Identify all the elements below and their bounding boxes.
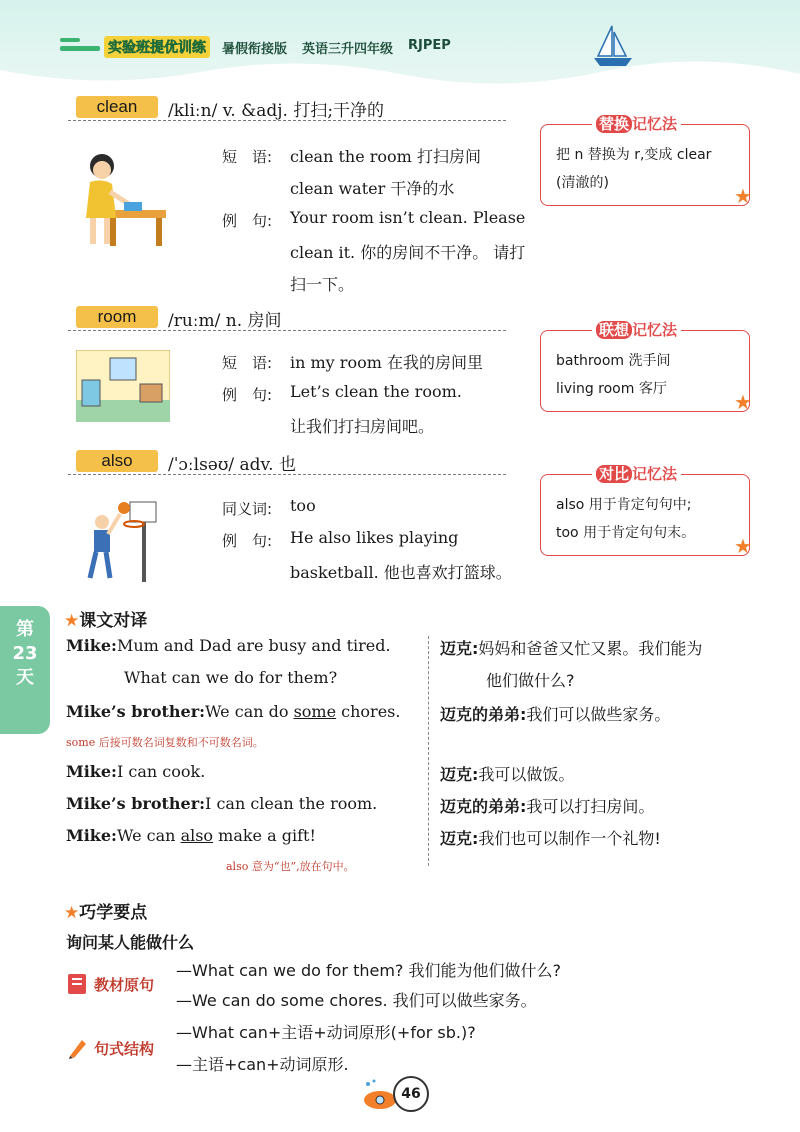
example-line: Your room isn’t clean. Please: [290, 208, 526, 227]
word-tag-clean: clean: [76, 96, 158, 118]
word-tag-also: also: [76, 450, 158, 472]
header-wave: [0, 60, 800, 96]
dialog-line: Mike’s brother:We can do some chores.: [66, 702, 401, 721]
memory-line: bathroom 洗手间: [556, 353, 671, 369]
star-icon: ★: [64, 903, 80, 923]
column-divider: [428, 636, 429, 866]
divider-line: [68, 330, 506, 331]
key-point-subheading: 询问某人能做什么: [66, 933, 195, 952]
structure-label: 句式结构: [94, 1040, 155, 1058]
textbook-label: 教材原句: [94, 976, 155, 994]
starfish-icon: ★: [734, 184, 752, 208]
textbook-line: —We can do some chores. 我们可以做些家务。: [176, 991, 537, 1010]
memory-line: also 用于肯定句句中;: [556, 497, 692, 513]
example-line: Let’s clean the room.: [290, 382, 462, 401]
series-logo-icon: [58, 34, 104, 56]
synonym-label: 同义词:: [222, 500, 273, 518]
example-line: basketball. 他也喜欢打篮球。: [290, 563, 512, 582]
phonetic-clean: /kliːn/ v. &adj. 打扫;干净的: [168, 101, 385, 121]
phrase-line: in my room 在我的房间里: [290, 353, 483, 372]
dialog-translation: 迈克的弟弟:我可以打扫房间。: [440, 797, 655, 816]
phonetic-room: /ruːm/ n. 房间: [168, 311, 282, 331]
phonetic-also: /ˈɔːlsəʊ/ adv. 也: [168, 455, 296, 475]
memory-box: [540, 124, 750, 206]
word-tag-room: room: [76, 306, 158, 328]
submarine-icon: [358, 1078, 398, 1112]
memory-line: too 用于肯定句句末。: [556, 525, 696, 541]
dialog-translation: 迈克:妈妈和爸爸又忙又累。我们能为: [440, 639, 703, 658]
dialog-translation: 迈克:我可以做饭。: [440, 765, 575, 784]
structure-line: —主语+can+动词原形.: [176, 1055, 349, 1074]
divider-line: [68, 474, 506, 475]
girl-cleaning-illustration: [76, 148, 170, 248]
dialog-translation: 迈克的弟弟:我们可以做些家务。: [440, 705, 671, 724]
dialog-translation: 他们做什么?: [486, 671, 575, 690]
example-label: 例 句:: [222, 532, 273, 550]
memory-line: (清澈的): [556, 175, 609, 191]
grammar-note: some 后接可数名词复数和不可数名词。: [66, 736, 264, 749]
dialog-line: Mike’s brother:I can clean the room.: [66, 794, 378, 813]
divider-line: [68, 120, 506, 121]
memory-title: 替换 记忆法: [592, 113, 681, 134]
phrase-line: clean the room 打扫房间: [290, 147, 481, 166]
starfish-icon: ★: [734, 534, 752, 558]
memory-title: 联想 记忆法: [592, 319, 681, 340]
phrase-line: clean water 干净的水: [290, 179, 455, 198]
memory-box: [540, 474, 750, 556]
starfish-icon: ★: [734, 390, 752, 414]
dialog-line: What can we do for them?: [124, 668, 338, 687]
memory-line: living room 客厅: [556, 381, 667, 397]
room-illustration: [76, 350, 170, 422]
dialog-line: Mike:Mum and Dad are busy and tired.: [66, 636, 391, 655]
grammar-note: also 意为“也”,放在句中。: [226, 860, 355, 873]
example-line: He also likes playing: [290, 528, 459, 547]
example-line: clean it. 你的房间不干净。 请打: [290, 243, 526, 262]
edition-label: 暑假衔接版: [222, 42, 288, 57]
page-number: 46: [393, 1076, 429, 1112]
edition-code: RJPEP: [408, 38, 451, 53]
basketball-player-illustration: [80, 494, 160, 582]
synonym-value: too: [290, 496, 316, 515]
section-heading: ★巧学要点: [64, 903, 148, 923]
phrase-label: 短 语:: [222, 354, 273, 372]
day-tab-label: 第23天: [12, 619, 38, 688]
memory-box: [540, 330, 750, 412]
dialog-line: Mike:We can also make a gift!: [66, 826, 316, 845]
textbook-line: —What can we do for them? 我们能为他们做什么?: [176, 961, 562, 980]
star-icon: ★: [64, 611, 80, 631]
subject-label: 英语三升四年级: [302, 42, 394, 57]
memory-title: 对比 记忆法: [592, 463, 681, 484]
example-label: 例 句:: [222, 212, 273, 230]
sailboat-icon: [590, 22, 636, 70]
section-heading: ★课文对译: [64, 611, 148, 631]
memory-line: 把 n 替换为 r,变成 clear: [556, 147, 712, 163]
example-label: 例 句:: [222, 386, 273, 404]
pencil-icon: [66, 1036, 88, 1060]
book-icon: [66, 972, 88, 996]
example-line: 让我们打扫房间吧。: [290, 417, 435, 436]
structure-line: —What can+主语+动词原形(+for sb.)?: [176, 1023, 476, 1042]
dialog-translation: 迈克:我们也可以制作一个礼物!: [440, 829, 661, 848]
phrase-label: 短 语:: [222, 148, 273, 166]
example-line: 扫一下。: [290, 275, 355, 294]
dialog-line: Mike:I can cook.: [66, 762, 206, 781]
series-title: 实验班提优训练: [104, 36, 210, 58]
